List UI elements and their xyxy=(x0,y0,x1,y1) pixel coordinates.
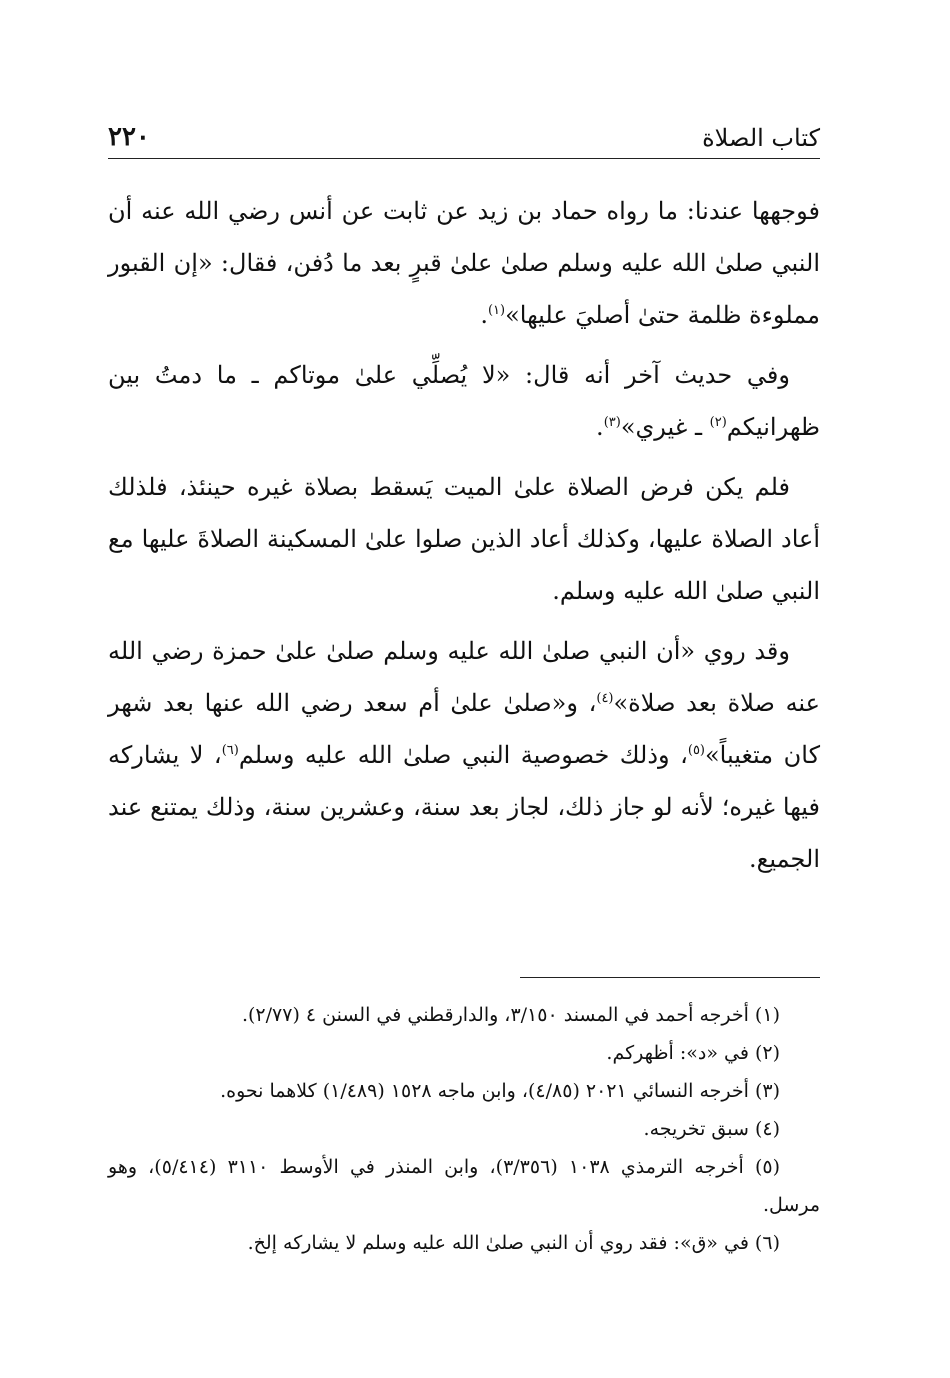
footnote: (٥) أخرجه الترمذي ١٠٣٨ (٣/٣٥٦)، وابن المنذر في الأوسط ٣١١٠ (٥/٤١٤)، وهو مرسل. xyxy=(108,1156,820,1216)
footnote: (٣) أخرجه النسائي ٢٠٢١ (٤/٨٥)، وابن ماجه ١٥٢٨ (١/٤٨٩) كلاهما نحوه. xyxy=(220,1080,780,1102)
paragraph-text: فوجهها عندنا: ما رواه حماد بن زيد عن ثابت عن أنس رضي الله عنه أن النبي صلىٰ الله عليه وسلم صلىٰ علىٰ قبرٍ بعد ما دُفن، فقال: «إن القبور مملوءة ظلمة حتىٰ أصليَ عليها» xyxy=(108,197,820,329)
main-text xyxy=(108,185,820,885)
footnote-reference: (١) xyxy=(487,303,506,318)
page-number: ٢٢٠ xyxy=(108,122,150,152)
footnotes xyxy=(108,996,820,1262)
paragraph-text: وقد روي «أن النبي صلىٰ الله عليه وسلم صلىٰ علىٰ حمزة رضي الله عنه صلاة بعد صلاة» xyxy=(108,637,820,717)
paragraph-text: ، و«صلىٰ علىٰ أم سعد رضي الله عنها بعد شهر كان متغيباً» xyxy=(108,689,820,769)
footnote-reference: (٥) xyxy=(687,743,705,758)
footnote: (٢) في «د»: أظهركم. xyxy=(606,1042,780,1064)
footnote-reference: (٤) xyxy=(596,691,614,706)
paragraph xyxy=(108,185,820,341)
paragraph-text: ـ غيري» xyxy=(620,413,710,441)
footnote-reference: (٦) xyxy=(221,743,239,758)
paragraph xyxy=(108,461,820,617)
paragraph-text: . xyxy=(480,301,488,329)
footnote: (١) أخرجه أحمد في المسند ٣/١٥٠، والدارقطني في السنن ٤ (٢/٧٧). xyxy=(241,1004,780,1026)
page-header xyxy=(108,112,820,159)
paragraph-text: فلم يكن فرض الصلاة علىٰ الميت يَسقط بصلاة غيره حينئذ، فلذلك أعاد الصلاة عليها، وكذلك أعاد الذين صلوا علىٰ المسكينة الصلاةَ عليها مع النبي صلىٰ الله عليه وسلم. xyxy=(108,473,820,605)
footnote-reference: (٣) xyxy=(603,415,621,430)
paragraph-text: ، وذلك خصوصية النبي صلىٰ الله عليه وسلم xyxy=(238,741,688,769)
footnote-reference: (٢) xyxy=(709,415,727,430)
paragraph xyxy=(108,625,820,885)
paragraph-text: وفي حديث آخر أنه قال: «لا يُصلِّي علىٰ موتاكم ـ ما دمتُ بين ظهرانيكم xyxy=(108,361,820,441)
paragraph xyxy=(108,349,820,453)
footnote: (٤) سبق تخريجه. xyxy=(643,1118,780,1140)
chapter-title: كتاب الصلاة xyxy=(702,124,820,152)
footnote-separator xyxy=(520,977,820,978)
paragraph-text: . xyxy=(596,413,604,441)
paragraph-text: ، لا يشاركه فيها غيره؛ لأنه لو جاز ذلك، لجاز بعد سنة، وعشرين سنة، وذلك يمتنع عند الجميع. xyxy=(108,741,820,873)
book-page xyxy=(108,112,820,1262)
footnote: (٦) في «ق»: فقد روي أن النبي صلىٰ الله عليه وسلم لا يشاركه إلخ. xyxy=(247,1232,780,1254)
